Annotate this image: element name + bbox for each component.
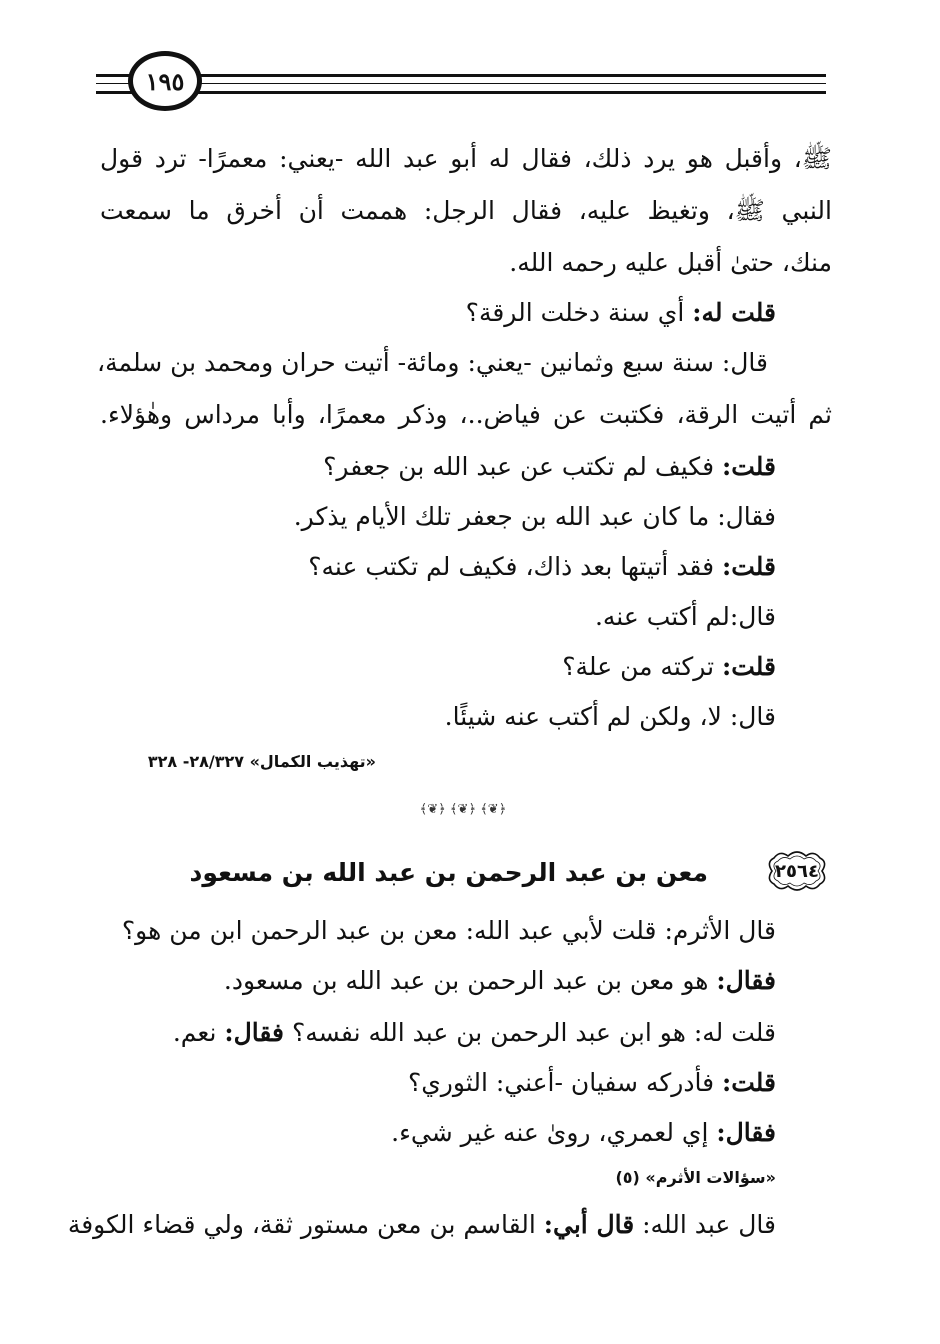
entry-text: نعم. <box>172 1018 225 1047</box>
entry-text: فأدركه سفيان -أعني: الثوري؟ <box>407 1068 722 1097</box>
entry-text: هو معن بن عبد الرحمن بن عبد الله بن مسعود. <box>223 966 717 995</box>
speaker-label: فقال: <box>716 1118 776 1147</box>
dialogue-text: تركته من علة؟ <box>562 652 722 681</box>
body-line: ﷺ، وأقبل هو يرد ذلك، فقال له أبو عبد الله -يعني: معمرًا- ترد قول <box>100 144 832 173</box>
entry-line: قال الأثرم: قلت لأبي عبد الله: معن بن عبد الرحمن ابن من هو؟ <box>121 916 776 945</box>
dialogue-line: قال: لا، ولكن لم أكتب عنه شيئًا. <box>444 702 776 731</box>
speaker-label: قلت له: <box>692 298 776 327</box>
page-number: ١٩٥ <box>128 51 202 111</box>
entry-line <box>391 1120 776 1145</box>
entry-line <box>408 1070 776 1095</box>
header-rule <box>96 83 826 84</box>
entry-text: قال عبد الله: <box>634 1210 776 1239</box>
source-citation: «سؤالات الأثرم» (٥) <box>615 1168 776 1187</box>
dialogue-line <box>323 454 776 479</box>
source-citation: «تهذيب الكمال» ٢٨/٣٢٧- ٣٢٨ <box>147 752 376 771</box>
speaker-label: قلت: <box>721 452 776 481</box>
speaker-label: قلت: <box>721 652 776 681</box>
entry-line <box>224 968 776 993</box>
entry-text: إي لعمري، رویٰ عنه غير شيء. <box>391 1118 717 1147</box>
speaker-label: قلت: <box>721 1068 776 1097</box>
body-line: النبي ﷺ، وتغيظ عليه، فقال الرجل: هممت أن أخرق ما سمعت <box>100 196 832 225</box>
speaker-label: فقال: <box>716 966 776 995</box>
header-rule <box>96 91 826 94</box>
entry-line <box>68 1212 776 1237</box>
dialogue-line <box>466 300 776 325</box>
dialogue-line <box>308 554 776 579</box>
entry-title: معن بن عبد الرحمن بن عبد الله بن مسعود <box>189 858 708 887</box>
page-header <box>96 50 826 120</box>
body-line: منك، حتىٰ أقبل عليه رحمه الله. <box>509 248 832 277</box>
speaker-label: فقال: <box>224 1018 284 1047</box>
speaker-label: قلت: <box>721 552 776 581</box>
dialogue-text: فقد أتيتها بعد ذاك، فكيف لم تكتب عنه؟ <box>308 552 722 581</box>
dialogue-text: فكيف لم تكتب عن عبد الله بن جعفر؟ <box>323 452 722 481</box>
entry-line <box>173 1020 776 1045</box>
dialogue-line: فقال: ما كان عبد الله بن جعفر تلك الأيام يذكر. <box>293 502 776 531</box>
entry-number: ٢٥٦٤ <box>775 860 819 882</box>
speaker-label: قال أبي: <box>543 1210 635 1239</box>
entry-number-badge <box>762 848 832 894</box>
entry-text: القاسم بن معن مستور ثقة، ولي قضاء الكوفة <box>67 1210 544 1239</box>
dialogue-line <box>562 654 776 679</box>
dialogue-text: أي سنة دخلت الرقة؟ <box>465 298 693 327</box>
header-rule <box>96 74 826 77</box>
dialogue-line: قال:لم أكتب عنه. <box>594 602 776 631</box>
dialogue-line: ثم أتيت الرقة، فكتبت عن فياض..، وذكر معمرًا، وأبا مرداس وهٰؤلاء. <box>100 400 832 429</box>
entry-text: قلت له: هو ابن عبد الرحمن بن عبد الله نفسه؟ <box>284 1018 776 1047</box>
ornament-divider: ﴾❦﴿ ﴾❦﴿ ﴾❦﴿ <box>419 802 507 817</box>
dialogue-line: قال: سنة سبع وثمانين -يعني: ومائة- أتيت حران ومحمد بن سلمة، <box>97 348 768 377</box>
